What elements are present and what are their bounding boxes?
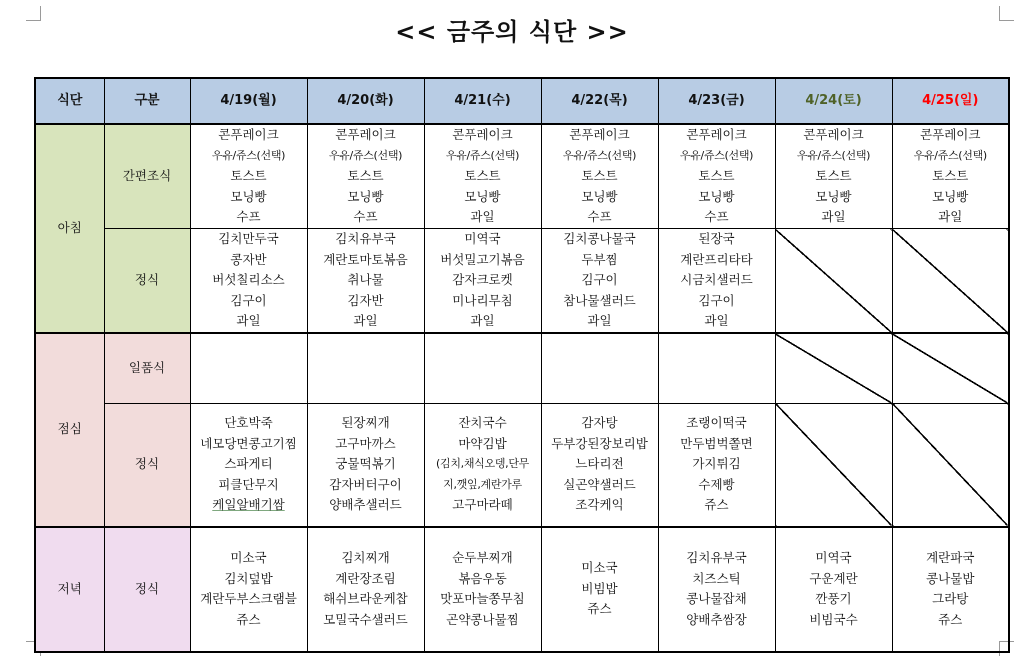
menu-item: 지,깻잎,계란가루 xyxy=(443,477,522,491)
menu-item: 모밀국수샐러드 xyxy=(323,611,408,627)
menu-item: 모닝빵 xyxy=(815,188,852,204)
menu-item: 취나물 xyxy=(347,272,384,287)
menu-item: 우유/쥬스(선택) xyxy=(211,148,286,162)
menu-item: 계란장조림 xyxy=(335,570,396,586)
meal-label-breakfast: 아침 xyxy=(35,124,104,333)
menu-item: 콘푸레이크 xyxy=(218,127,279,143)
category-label-regular: 정식 xyxy=(104,229,190,333)
menu-item: 콘푸레이크 xyxy=(920,127,981,143)
menu-cell xyxy=(307,124,424,229)
menu-item: 김치덮밥 xyxy=(224,570,273,586)
category-label-regular: 정식 xyxy=(104,527,190,652)
header-day-mon: 4/19(월) xyxy=(190,78,307,124)
menu-item: 우유/쥬스(선택) xyxy=(562,148,637,162)
menu-item: (김치,채식오뎅,단무 xyxy=(436,457,529,471)
empty-slash-cell xyxy=(892,333,1009,404)
menu-item: 김치만두국 xyxy=(218,231,279,246)
menu-item: 모닝빵 xyxy=(698,188,735,204)
menu-item: 된장국 xyxy=(698,231,735,246)
header-row xyxy=(35,78,1009,124)
category-label-regular: 정식 xyxy=(104,403,190,527)
menu-item: 토스트 xyxy=(464,168,501,184)
menu-cell xyxy=(307,527,424,652)
menu-item: 미역국 xyxy=(464,231,501,246)
menu-item: 계란토마토볶음 xyxy=(323,251,408,267)
menu-item: 볶음우동 xyxy=(458,570,507,586)
header-day-fri: 4/23(금) xyxy=(658,78,775,124)
menu-item: 모닝빵 xyxy=(464,188,501,204)
menu-cell xyxy=(190,403,307,527)
empty-slash-cell xyxy=(775,403,892,527)
menu-cell xyxy=(541,527,658,652)
menu-item: 고구마까스 xyxy=(335,435,396,451)
menu-cell xyxy=(190,124,307,229)
menu-item: 피클단무지 xyxy=(218,476,279,492)
menu-item: 조랭이떡국 xyxy=(686,415,747,431)
menu-item: 김구이 xyxy=(698,292,735,308)
lunch-single-row xyxy=(35,333,1009,404)
menu-item: 과일 xyxy=(821,209,846,225)
category-label-single: 일품식 xyxy=(104,333,190,404)
menu-item: 과일 xyxy=(470,313,495,328)
empty-cell xyxy=(424,333,541,404)
menu-item: 콘푸레이크 xyxy=(335,127,396,143)
menu-item: 과일 xyxy=(704,313,729,328)
menu-cell xyxy=(775,527,892,652)
menu-item: 토스트 xyxy=(815,168,852,184)
menu-item: 과일 xyxy=(236,313,261,328)
empty-slash-cell xyxy=(775,333,892,404)
menu-item: 네모당면콩고기찜 xyxy=(200,435,297,451)
menu-item: 김치유부국 xyxy=(335,231,396,246)
menu-item: 만두범벅쫄면 xyxy=(680,435,753,451)
empty-slash-cell xyxy=(892,403,1009,527)
menu-item: 감자탕 xyxy=(581,415,618,431)
menu-item: 미소국 xyxy=(581,560,618,576)
header-meal: 식단 xyxy=(35,78,104,124)
menu-cell xyxy=(307,403,424,527)
menu-item: 곤약콩나물찜 xyxy=(446,611,519,627)
menu-item: 수프 xyxy=(353,209,378,225)
empty-cell xyxy=(541,333,658,404)
menu-item: 쥬스 xyxy=(704,497,729,513)
menu-item: 느타리전 xyxy=(575,456,624,472)
menu-item: 우유/쥬스(선택) xyxy=(445,148,520,162)
menu-item: 미나리무침 xyxy=(452,292,513,308)
menu-item: 토스트 xyxy=(581,168,618,184)
menu-cell xyxy=(424,229,541,333)
menu-item: 참나물샐러드 xyxy=(563,292,636,308)
menu-item: 김치찌개 xyxy=(341,550,390,565)
menu-item: 계란프리타타 xyxy=(680,251,753,267)
menu-item: 두부찜 xyxy=(581,251,618,267)
menu-item: 잔치국수 xyxy=(458,415,507,431)
empty-cell xyxy=(658,333,775,404)
menu-item: 콘푸레이크 xyxy=(686,127,747,143)
menu-item: 비빔국수 xyxy=(809,611,858,627)
menu-item: 미역국 xyxy=(815,550,852,565)
empty-slash-cell xyxy=(892,229,1009,333)
empty-cell xyxy=(307,333,424,404)
menu-cell xyxy=(424,124,541,229)
menu-cell xyxy=(424,527,541,652)
header-day-thu: 4/22(목) xyxy=(541,78,658,124)
menu-item: 단호박죽 xyxy=(224,415,273,431)
menu-item: 계란파국 xyxy=(926,550,975,565)
empty-slash-cell xyxy=(775,229,892,333)
menu-item: 토스트 xyxy=(230,168,267,184)
menu-item: 모닝빵 xyxy=(581,188,618,204)
menu-item: 우유/쥬스(선택) xyxy=(796,148,871,162)
menu-cell xyxy=(307,229,424,333)
menu-cell xyxy=(541,403,658,527)
category-label-quick: 간편조식 xyxy=(104,124,190,229)
menu-item: 수프 xyxy=(704,209,729,225)
menu-item: 순두부찌개 xyxy=(452,550,513,565)
menu-item: 수프 xyxy=(236,209,261,225)
menu-item: 모닝빵 xyxy=(347,188,384,204)
menu-item: 콩나물잡채 xyxy=(686,591,747,606)
menu-item: 김구이 xyxy=(581,272,618,287)
menu-item: 해쉬브라운케찹 xyxy=(323,591,408,606)
menu-item: 스파게티 xyxy=(224,456,273,472)
menu-item: 양배추쌈장 xyxy=(686,611,747,627)
menu-item: 비빔밥 xyxy=(581,580,618,596)
menu-item: 된장찌개 xyxy=(341,415,390,431)
menu-cell xyxy=(658,403,775,527)
header-day-tue: 4/20(화) xyxy=(307,78,424,124)
menu-item: 우유/쥬스(선택) xyxy=(679,148,754,162)
menu-item: 그라탕 xyxy=(932,591,969,606)
menu-cell xyxy=(658,527,775,652)
header-category: 구분 xyxy=(104,78,190,124)
menu-item: 버섯밀고기볶음 xyxy=(440,251,525,267)
menu-item: 수프 xyxy=(587,209,612,225)
menu-cell xyxy=(541,124,658,229)
menu-item: 양배추샐러드 xyxy=(329,497,402,513)
menu-cell xyxy=(658,229,775,333)
menu-item: 김치콩나물국 xyxy=(563,231,636,246)
dinner-regular-row xyxy=(35,527,1009,652)
menu-item: 과일 xyxy=(353,313,378,328)
menu-item: 두부강된장보리밥 xyxy=(551,435,648,451)
header-day-sat: 4/24(토) xyxy=(775,78,892,124)
menu-cell xyxy=(892,124,1009,229)
menu-item: 과일 xyxy=(938,209,963,225)
menu-item: 가지튀김 xyxy=(692,456,741,472)
weekly-menu-table xyxy=(34,77,1010,653)
menu-item: 고구마라떼 xyxy=(452,497,513,513)
menu-item: 콘푸레이크 xyxy=(569,127,630,143)
menu-item: 김구이 xyxy=(230,292,267,308)
menu-item: 김자반 xyxy=(347,292,384,308)
meal-label-lunch: 점심 xyxy=(35,333,104,527)
menu-item: 쥬스 xyxy=(938,611,963,627)
menu-item: 치즈스틱 xyxy=(692,570,741,586)
menu-item: 깐풍기 xyxy=(815,591,852,606)
menu-cell xyxy=(541,229,658,333)
menu-item: 감자크로켓 xyxy=(452,272,513,287)
menu-item: 과일 xyxy=(587,313,612,328)
menu-item: 토스트 xyxy=(698,168,735,184)
menu-cell xyxy=(424,403,541,527)
menu-item: 우유/쥬스(선택) xyxy=(328,148,403,162)
meal-label-dinner: 저녁 xyxy=(35,527,104,652)
breakfast-quick-row xyxy=(35,124,1009,229)
menu-item: 우유/쥬스(선택) xyxy=(913,148,987,162)
menu-item: 김치유부국 xyxy=(686,550,747,565)
menu-item: 케일알배기쌈 xyxy=(212,497,285,513)
menu-item: 쥬스 xyxy=(236,611,261,627)
empty-cell xyxy=(190,333,307,404)
page-title: << 금주의 식단 >> xyxy=(395,18,629,46)
menu-item: 모닝빵 xyxy=(230,188,267,204)
header-day-wed: 4/21(수) xyxy=(424,78,541,124)
menu-item: 과일 xyxy=(470,209,495,225)
menu-item: 버섯칠리소스 xyxy=(212,272,285,287)
lunch-regular-row xyxy=(35,403,1009,527)
menu-item: 맛포마늘쫑무침 xyxy=(440,591,525,606)
menu-item: 토스트 xyxy=(347,168,384,184)
menu-item: 미소국 xyxy=(230,550,267,565)
menu-item: 마약김밥 xyxy=(458,435,507,451)
menu-item: 콘푸레이크 xyxy=(452,127,513,143)
menu-item: 조각케익 xyxy=(575,497,624,513)
menu-cell xyxy=(892,527,1009,652)
menu-item: 계란두부스크램블 xyxy=(200,591,297,606)
menu-item: 쥬스 xyxy=(587,601,612,617)
menu-item: 시금치샐러드 xyxy=(680,272,753,287)
menu-item: 감자버터구이 xyxy=(329,476,402,492)
menu-item: 수제빵 xyxy=(698,476,735,492)
breakfast-regular-row xyxy=(35,229,1009,333)
menu-item: 콩자반 xyxy=(230,251,267,267)
menu-item: 실곤약샐러드 xyxy=(563,476,636,492)
menu-item: 콘푸레이크 xyxy=(803,127,864,143)
menu-cell xyxy=(775,124,892,229)
menu-item: 구운계란 xyxy=(809,570,858,586)
menu-item: 모닝빵 xyxy=(932,188,969,204)
menu-cell xyxy=(190,229,307,333)
header-day-sun: 4/25(일) xyxy=(892,78,1009,124)
menu-item: 콩나물밥 xyxy=(926,570,975,586)
menu-item: 궁물떡볶기 xyxy=(335,456,396,472)
menu-item: 토스트 xyxy=(932,168,969,184)
menu-cell xyxy=(190,527,307,652)
menu-cell xyxy=(658,124,775,229)
